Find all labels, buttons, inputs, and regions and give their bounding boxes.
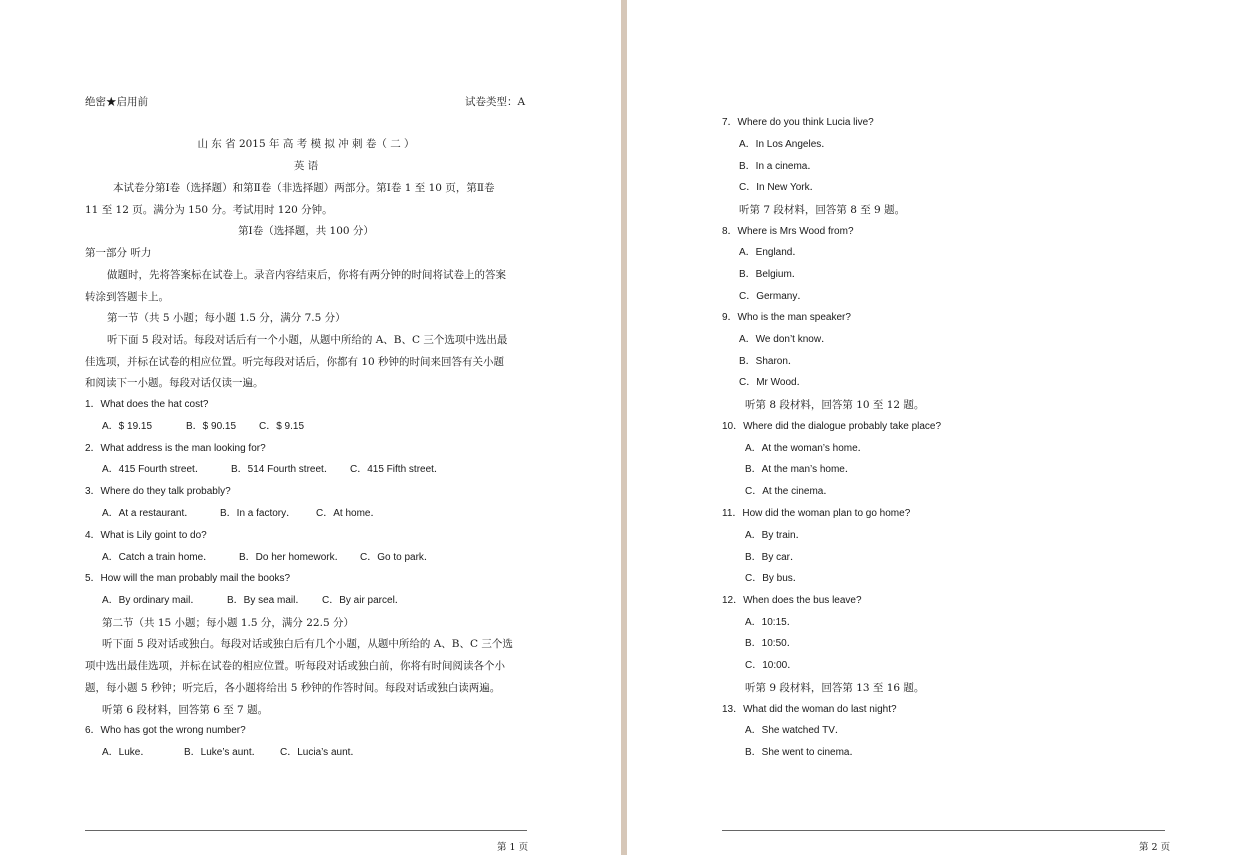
option-c: C．$ 9.15 <box>259 421 305 432</box>
material-heading: 听第 9 段材料，回答第 13 至 16 题。 <box>745 682 925 694</box>
option-c: C．At the cinema． <box>745 486 834 497</box>
material-heading: 听第 6 段材料，回答第 6 至 7 题。 <box>102 704 269 716</box>
question-text: 3．Where do they talk probably? <box>85 486 231 497</box>
section-description: 听下面 5 段对话或独白。每段对话或独白后有几个小题，从题中所给的 A、B、C 三个选 <box>102 638 513 650</box>
question-text: 12．When does the bus leave? <box>722 595 862 606</box>
question-text: 10．Where did the dialogue probably take place? <box>722 421 942 432</box>
question-text: 9．Who is the man speaker? <box>722 312 851 323</box>
footer-divider <box>722 830 1165 831</box>
question-text: 7．Where do you think Lucia live? <box>722 117 874 128</box>
material-heading: 听第 7 段材料，回答第 8 至 9 题。 <box>739 204 906 216</box>
paper-type-label: 试卷类型：A <box>465 96 526 108</box>
answer-option <box>102 551 434 565</box>
question-text: 5．How will the man probably mail the books? <box>85 573 291 584</box>
option-c: C．Mr Wood． <box>739 377 807 388</box>
answer-option <box>102 746 360 760</box>
question-text: 11．How did the woman plan to go home? <box>722 508 911 519</box>
section-description: 听下面 5 段对话。每段对话后有一个小题，从题中所给的 A、B、C 三个选项中选出最 <box>107 334 508 346</box>
volume-heading: 第Ⅰ卷（选择题，共 100 分） <box>238 225 374 237</box>
answer-option <box>102 507 380 521</box>
option-b: B．In a factory． <box>220 508 297 519</box>
section-heading: 第二节（共 15 小题；每小题 1.5 分，满分 22.5 分） <box>102 617 354 629</box>
option-b: B．She went to cinema． <box>745 747 860 758</box>
option-c: C．By bus． <box>745 573 803 584</box>
material-heading: 听第 8 段材料，回答第 10 至 12 题。 <box>745 399 925 411</box>
option-a: A．At the woman’s home． <box>745 443 868 454</box>
page-2 <box>628 0 1248 855</box>
option-b: B．$ 90.15 <box>186 421 237 432</box>
section-heading: 第一节（共 5 小题；每小题 1.5 分，满分 7.5 分） <box>107 312 346 324</box>
intro-text: 11 至 12 页。满分为 150 分。考试用时 120 分钟。 <box>85 204 333 216</box>
option-b: B．Luke’s aunt． <box>184 747 262 758</box>
option-a: A．415 Fourth street． <box>102 464 205 475</box>
option-a: A．In Los Angeles． <box>739 139 832 150</box>
section-description: 题，每小题 5 秒钟；听完后，各小题将给出 5 秒钟的作答时间。每段对话或独白读两遍。 <box>85 682 501 694</box>
page-gutter <box>621 0 627 855</box>
question-text: 4．What is Lily goint to do? <box>85 530 207 541</box>
question-text: 2．What address is the man looking for? <box>85 443 266 454</box>
option-a: A．By ordinary mail． <box>102 595 201 606</box>
section-description: 佳选项，并标在试卷的相应位置。听完每段对话后，你都有 10 秒钟的时间来回答有关小题 <box>85 356 505 368</box>
option-a: A．$ 19.15 <box>102 421 153 432</box>
instruction-text: 转涂到答题卡上。 <box>85 291 169 303</box>
option-c: C．10:00． <box>745 660 798 671</box>
confidential-label: 绝密★启用前 <box>85 96 148 108</box>
section-description: 项中选出最佳选项，并标在试卷的相应位置。听每段对话或独白前，你将有时间阅读各个小 <box>85 660 505 672</box>
option-b: B．Do her homework． <box>239 552 345 563</box>
option-a: A．10:15． <box>745 617 797 628</box>
option-a: A．Luke． <box>102 747 151 758</box>
option-c: C．Lucia’s aunt． <box>280 747 361 758</box>
option-b: B．By car． <box>745 552 801 563</box>
option-a: A．By train． <box>745 530 806 541</box>
option-a: A．She watched TV． <box>745 725 845 736</box>
page-number: 第 2 页 <box>1139 842 1171 853</box>
answer-option <box>102 463 444 477</box>
section-description: 和阅读下一小题。每段对话仅读一遍。 <box>85 377 264 389</box>
intro-text: 本试卷分第Ⅰ卷（选择题）和第Ⅱ卷（非选择题）两部分。第Ⅰ卷 1 至 10 页，第Ⅱ卷 <box>113 182 495 194</box>
option-c: C．415 Fifth street． <box>350 464 444 475</box>
option-c: C．By air parcel． <box>322 595 405 606</box>
option-a: A．England． <box>739 247 803 258</box>
option-b: B．At the man’s home． <box>745 464 855 475</box>
question-text: 1．What does the hat cost? <box>85 399 209 410</box>
exam-title: 山 东 省 2015 年 高 考 模 拟 冲 刺 卷（ 二 ） <box>197 138 415 150</box>
option-b: B．10:50． <box>745 638 797 649</box>
option-c: C．Go to park． <box>360 552 434 563</box>
footer-divider <box>85 830 527 831</box>
option-a: A．Catch a train home． <box>102 552 214 563</box>
question-text: 13．What did the woman do last night? <box>722 704 897 715</box>
option-b: B．Belgium． <box>739 269 802 280</box>
instruction-text: 做题时，先将答案标在试卷上。录音内容结束后，你将有两分钟的时间将试卷上的答案 <box>107 269 506 281</box>
page-number: 第 1 页 <box>497 842 529 853</box>
part-heading: 第一部分 听力 <box>85 247 152 259</box>
option-b: B．Sharon． <box>739 356 798 367</box>
option-a: A．At a restaurant． <box>102 508 195 519</box>
question-text: 6．Who has got the wrong number? <box>85 725 246 736</box>
option-b: B．In a cinema． <box>739 161 818 172</box>
answer-option <box>102 420 304 434</box>
option-b: B．By sea mail． <box>227 595 306 606</box>
option-c: C．Germany． <box>739 291 808 302</box>
subject-title: 英 语 <box>293 160 319 172</box>
option-a: A．We don’t know． <box>739 334 832 345</box>
option-c: C．In New York． <box>739 182 820 193</box>
page-1 <box>0 0 620 855</box>
question-text: 8．Where is Mrs Wood from? <box>722 226 854 237</box>
answer-option <box>102 594 405 608</box>
option-c: C．At home． <box>316 508 381 519</box>
option-b: B．514 Fourth street． <box>231 464 334 475</box>
